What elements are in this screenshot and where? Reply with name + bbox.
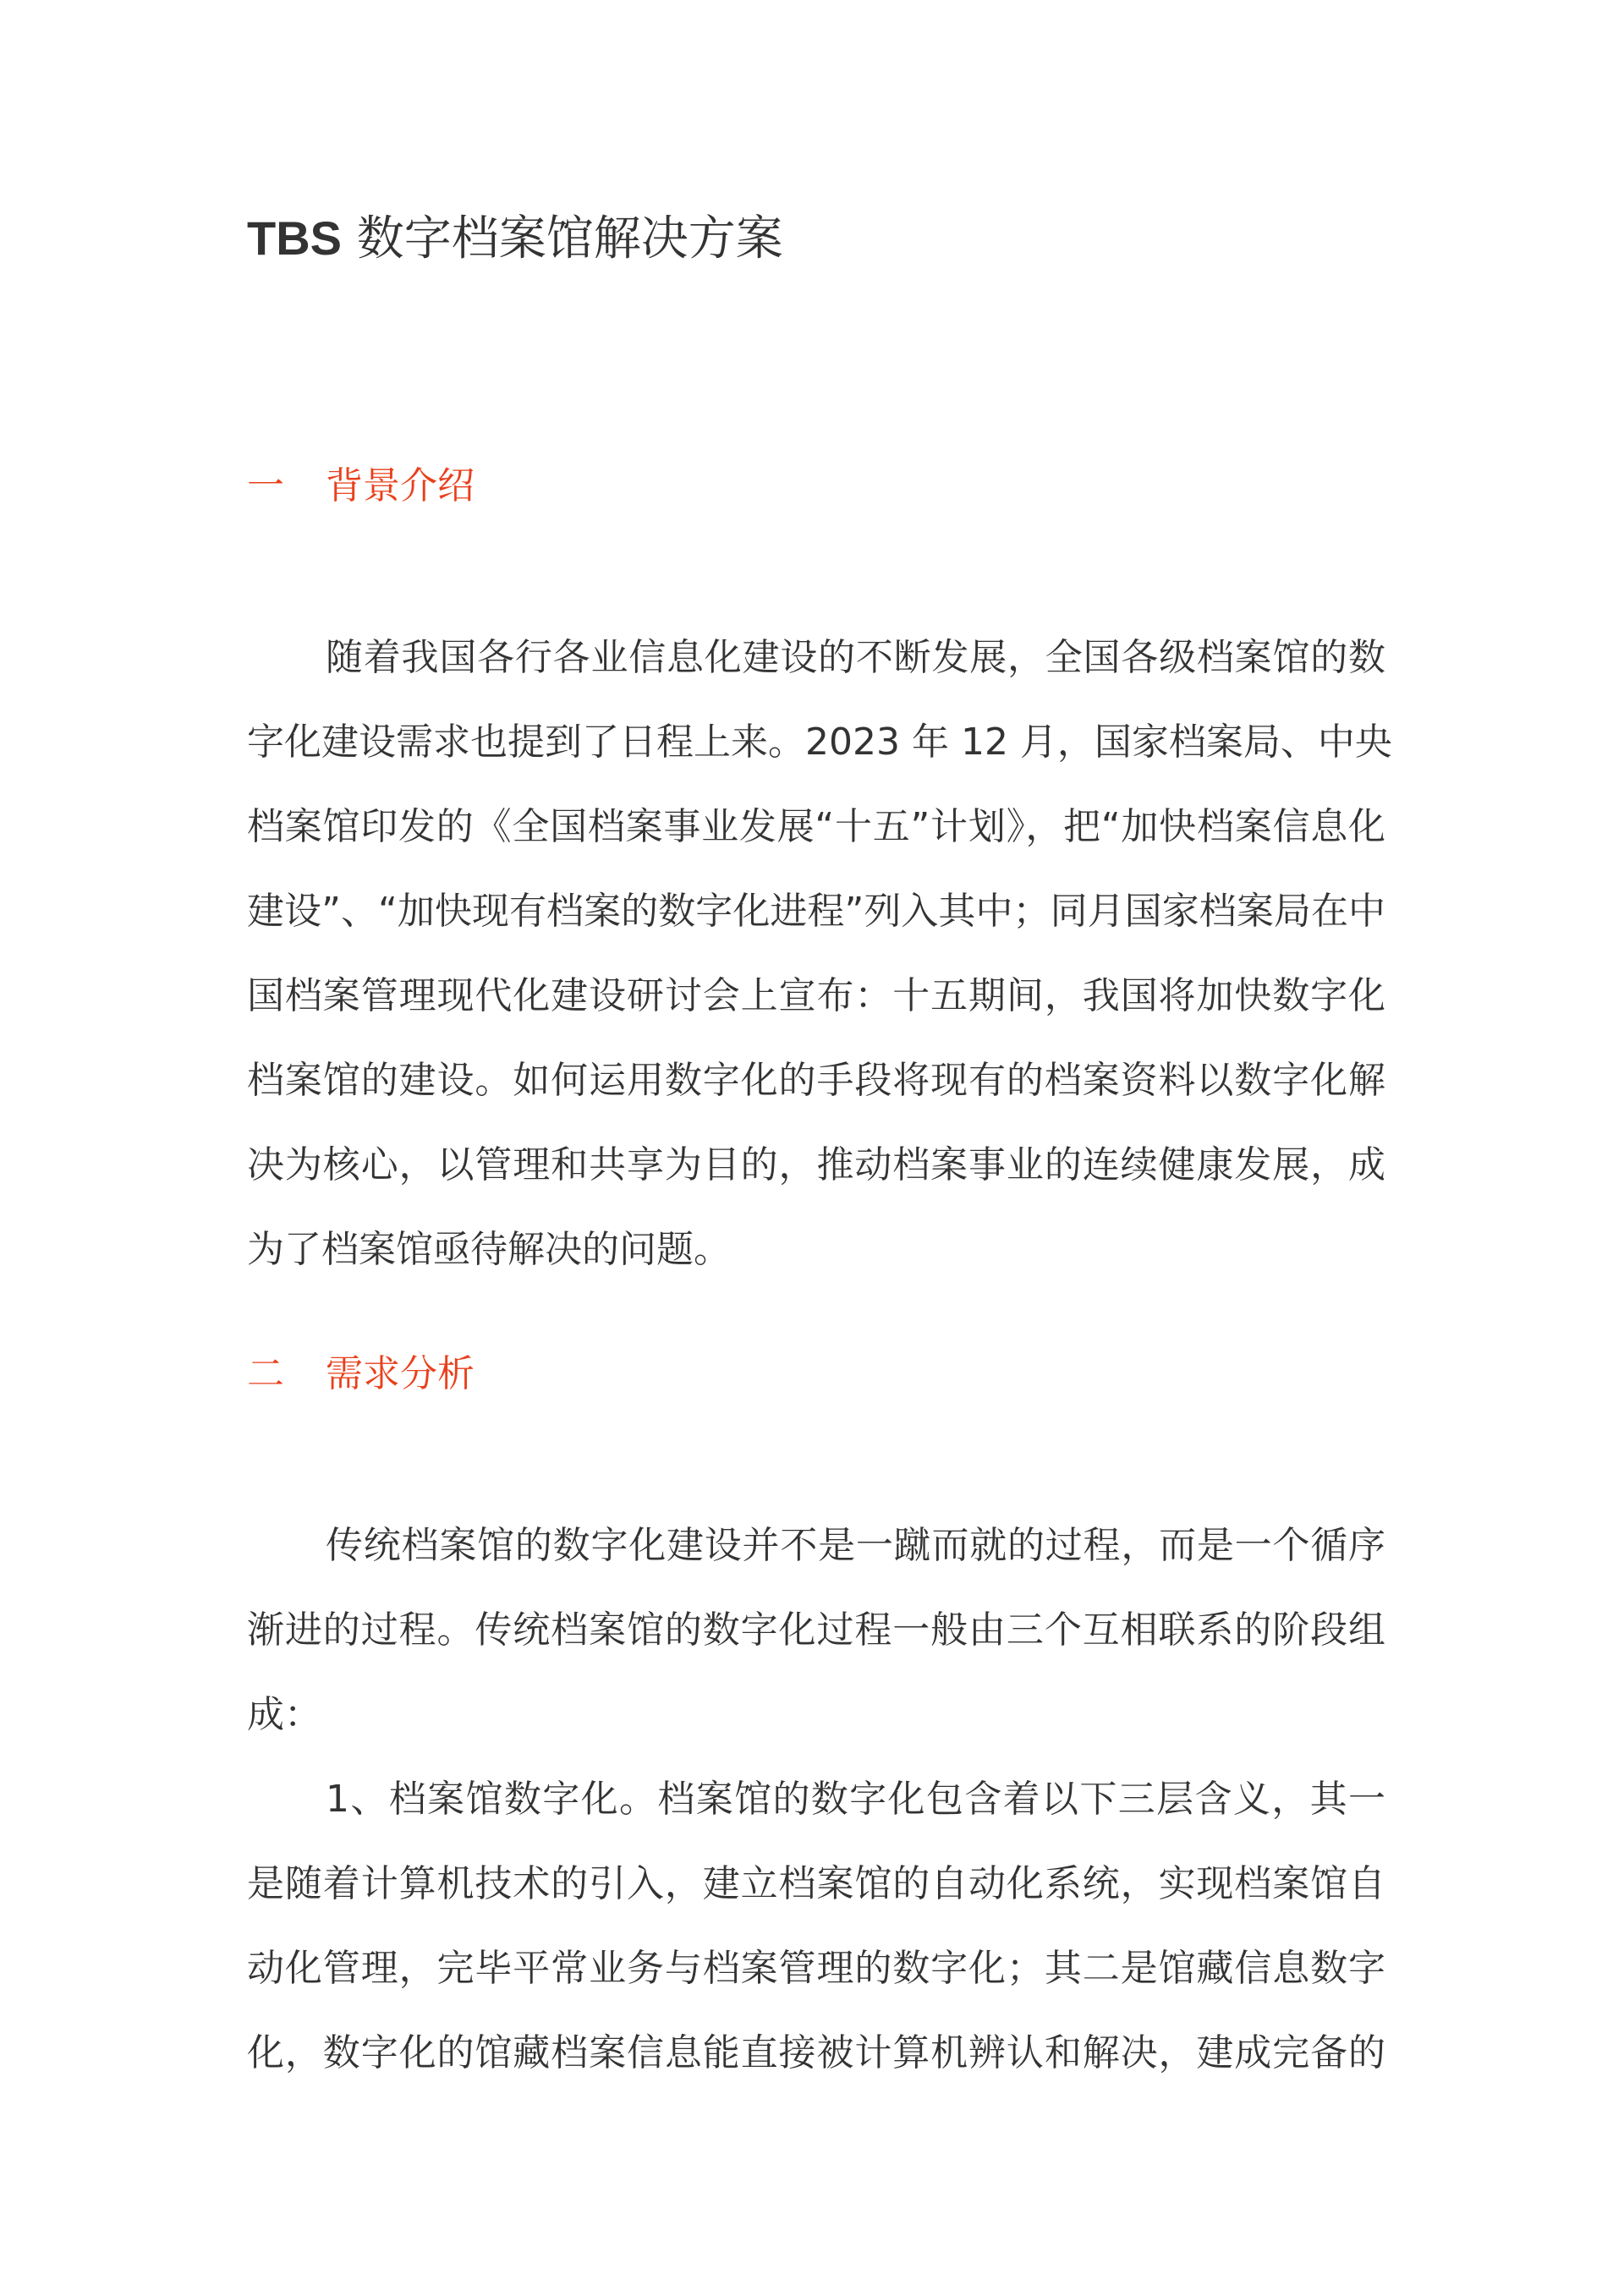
section-number: 一 xyxy=(247,464,284,507)
paragraph-archive-digitization xyxy=(247,1776,1385,2114)
text-line: 字化建设需求也提到了日程上来。2023 年 12 月，国家档案局、中央 xyxy=(247,721,1392,764)
paragraph-background xyxy=(247,634,1392,1311)
text-line: 是随着计算机技术的引入，建立档案馆的自动化系统，实现档案馆自 xyxy=(247,1862,1385,1905)
text-line: 渐进的过程。传统档案馆的数字化过程一般由三个互相联系的阶段组 xyxy=(247,1608,1385,1652)
text-line: 档案馆的建设。如何运用数字化的手段将现有的档案资料以数字化解 xyxy=(247,1059,1385,1102)
text-line: 决为核心，以管理和共享为目的，推动档案事业的连续健康发展，成 xyxy=(247,1143,1385,1186)
section-heading-requirements xyxy=(247,1351,475,1398)
text-line: 动化管理，完毕平常业务与档案管理的数字化；其二是馆藏信息数字 xyxy=(247,1947,1385,1990)
text-line: 为了档案馆亟待解决的问题。 xyxy=(247,1228,731,1271)
text-line: 国档案管理现代化建设研讨会上宣布：十五期间，我国将加快数字化 xyxy=(247,974,1385,1017)
document-title xyxy=(247,211,783,266)
text-line: 建设”、“加快现有档案的数字化进程”列入其中；同月国家档案局在中 xyxy=(247,890,1385,933)
text-line: 化，数字化的馆藏档案信息能直接被计算机辨认和解决，建成完备的 xyxy=(247,2031,1385,2074)
text-line: 档案馆印发的《全国档案事业发展“十五”计划》，把“加快档案信息化 xyxy=(247,805,1385,848)
section-title: 背景介绍 xyxy=(326,464,475,507)
section-title: 需求分析 xyxy=(326,1352,475,1395)
section-heading-background xyxy=(247,463,475,510)
paragraph-requirements-intro xyxy=(247,1522,1385,1776)
title-brand: TBS xyxy=(247,211,342,265)
title-text: 数字档案馆解决方案 xyxy=(342,211,783,266)
text-line: 1、档案馆数字化。档案馆的数字化包含着以下三层含义，其一 xyxy=(326,1778,1385,1821)
text-line: 传统档案馆的数字化建设并不是一蹴而就的过程，而是一个循序 xyxy=(326,1524,1385,1567)
text-line: 随着我国各行各业信息化建设的不断发展，全国各级档案馆的数 xyxy=(326,636,1385,679)
text-line: 成： xyxy=(247,1693,321,1736)
section-number: 二 xyxy=(247,1352,284,1395)
